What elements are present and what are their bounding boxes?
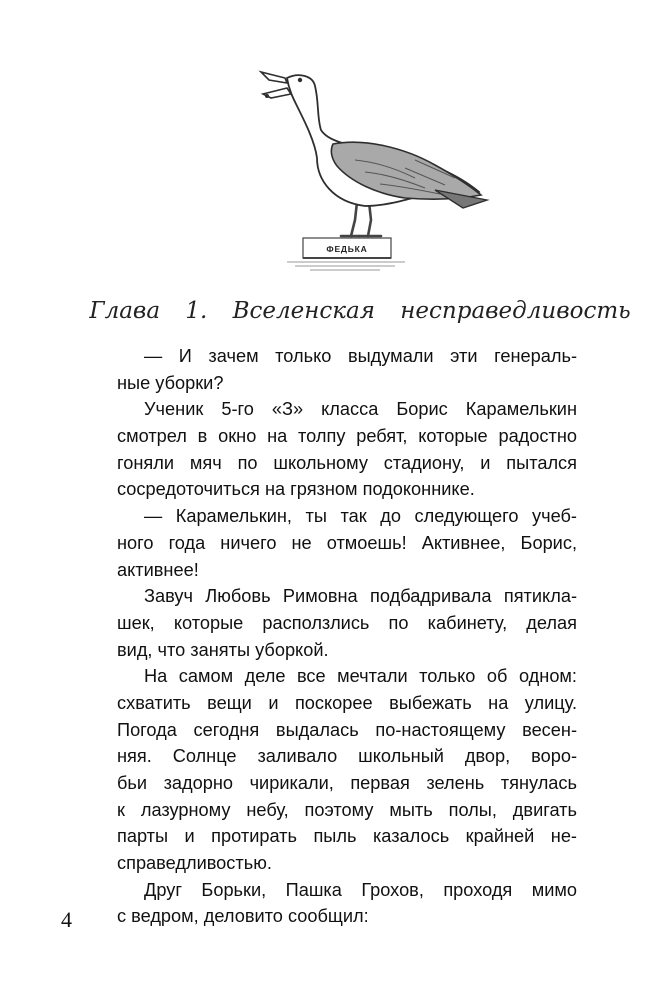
text-line: с ведром, деловито сообщил:: [117, 906, 369, 927]
text-line: к лазурному небу, поэтому мыть полы, двигать: [117, 799, 577, 820]
text-line: схватить вещи и поскорее выбежать на улицу.: [117, 692, 577, 713]
ground-hatching: [287, 262, 405, 270]
text-line: вид, что заняты уборкой.: [117, 639, 329, 660]
body-text: [117, 343, 577, 930]
chapter-heading: [80, 298, 640, 324]
chapter-number: 1.: [185, 298, 208, 324]
legs: [341, 202, 381, 236]
text-line: — Карамелькин, ты так до следующего учеб-: [144, 506, 577, 527]
upper-beak: [261, 72, 287, 83]
text-line: шек, которые расползлись по кабинету, делая: [117, 612, 577, 633]
plaque-text: ФЕДЬКА: [326, 244, 368, 254]
seagull-drawing: [255, 50, 495, 280]
chapter-title-word-1: Вселенская: [232, 298, 375, 324]
text-line: Погода сегодня выдалась по-настоящему весен-: [117, 719, 577, 740]
text-line: активнее!: [117, 559, 199, 580]
text-line: няя. Солнце заливало школьный двор, воро-: [117, 746, 577, 767]
text-line: бьи задорно чирикали, первая зелень тянулась: [117, 773, 577, 793]
text-line: ного года ничего не отмоешь! Активнее, Борис,: [117, 532, 577, 553]
text-line: — И зачем только выдумали эти генераль-: [144, 346, 577, 366]
text-line: смотрел в окно на толпу ребят, которые радостно: [117, 426, 577, 447]
text-line: сосредоточиться на грязном подоконнике.: [117, 479, 475, 500]
page-number: 4: [61, 907, 72, 932]
text-line: парты и протирать пыль казалось крайней не-: [117, 826, 577, 847]
text-line: Ученик 5-го «З» класса Борис Карамелькин: [144, 399, 577, 420]
text-line: Друг Борьки, Пашка Грохов, проходя мимо: [144, 879, 577, 900]
seagull-illustration: [255, 50, 495, 280]
text-line: ные уборки?: [117, 372, 224, 393]
text-line: гоняли мяч по школьному стадиону, и пытался: [117, 452, 577, 473]
gull-eye: [298, 78, 302, 82]
text-line: На самом деле все мечтали только об одном:: [144, 666, 577, 687]
chapter-label: Глава: [89, 298, 161, 324]
text-line: Завуч Любовь Римовна подбадривала пятиклa-: [144, 586, 577, 607]
text-line: справедливостью.: [117, 853, 272, 874]
chapter-title-word-2: несправедливость: [400, 298, 631, 324]
